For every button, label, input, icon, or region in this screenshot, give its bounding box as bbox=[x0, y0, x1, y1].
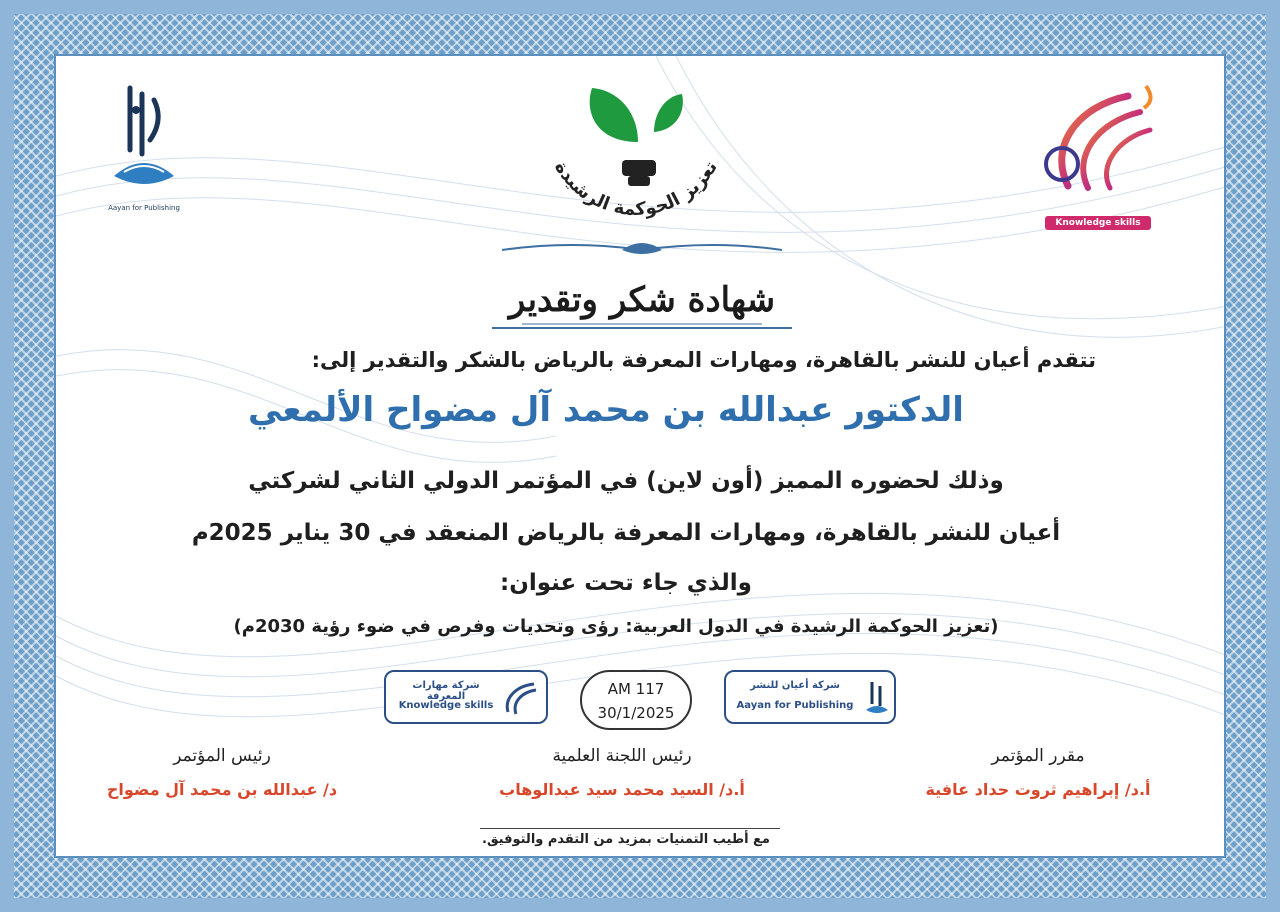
committee-role: رئيس اللجنة العلمية bbox=[552, 746, 692, 766]
intro-text: تتقدم أعيان للنشر بالقاهرة، ومهارات المعرفة بالرياض بالشكر والتقدير إلى: bbox=[311, 348, 1096, 372]
rapporteur-name: أ.د/ إبراهيم ثروت حداد عافية bbox=[925, 780, 1151, 799]
recipient-name: الدكتور عبدالله بن محمد آل مضواح الألمعي bbox=[248, 390, 964, 430]
aayan-emblem-icon bbox=[102, 80, 186, 198]
maharat-stamp bbox=[384, 670, 548, 724]
maharat-emblem-icon bbox=[1028, 76, 1168, 206]
body-line-3: والذي جاء تحت عنوان: bbox=[500, 570, 752, 596]
top-ornament-icon bbox=[482, 236, 802, 260]
conference-logo bbox=[526, 72, 746, 232]
closing-divider bbox=[480, 828, 780, 829]
bottom-ornament-icon bbox=[482, 320, 802, 336]
maharat-badge: Knowledge skills bbox=[1045, 216, 1150, 230]
stamp-date-text: 30/1/2025 bbox=[597, 704, 675, 722]
title-area bbox=[482, 236, 802, 336]
date-stamp bbox=[580, 670, 692, 730]
aayan-stamp-english: Aayan for Publishing bbox=[736, 700, 854, 711]
conference-arc-text: تعزيز الحوكمة الرشيدة bbox=[550, 157, 722, 221]
body-line-1: وذلك لحضوره المميز (أون لاين) في المؤتمر الدولي الثاني لشركتي bbox=[248, 468, 1004, 494]
closing-text: مع أطيب التمنيات بمزيد من التقدم والتوفيق. bbox=[482, 832, 770, 847]
chair-role: رئيس المؤتمر bbox=[173, 746, 271, 766]
aayan-stamp bbox=[724, 670, 896, 724]
committee-name: أ.د/ السيد محمد سيد عبدالوهاب bbox=[499, 780, 745, 799]
conference-title: (تعزيز الحوكمة الرشيدة في الدول العربية: رؤى وتحديات وفرص في ضوء رؤية 2030م) bbox=[233, 616, 999, 637]
certificate-body bbox=[54, 54, 1226, 858]
aayan-stamp-icon bbox=[862, 678, 892, 718]
maharat-stamp-english: Knowledge skills bbox=[398, 700, 494, 711]
rapporteur-role: مقرر المؤتمر bbox=[991, 746, 1085, 766]
aayan-caption: Aayan for Publishing bbox=[108, 204, 180, 212]
maharat-stamp-arabic: شركة مهارات المعرفة bbox=[412, 680, 480, 702]
aayan-logo bbox=[102, 80, 186, 230]
leaf-pot-icon bbox=[526, 72, 746, 232]
reference-number: AM 117 bbox=[607, 680, 665, 698]
body-line-2: أعيان للنشر بالقاهرة، ومهارات المعرفة بالرياض المنعقد في 30 يناير 2025م bbox=[191, 520, 1061, 546]
maharat-logo bbox=[1028, 76, 1168, 232]
maharat-stamp-icon bbox=[500, 678, 540, 718]
certificate-title: شهادة شكر وتقدير bbox=[508, 280, 776, 320]
chair-name: د/ عبدالله بن محمد آل مضواح bbox=[106, 780, 338, 799]
aayan-stamp-arabic: شركة أعيان للنشر bbox=[750, 680, 840, 691]
